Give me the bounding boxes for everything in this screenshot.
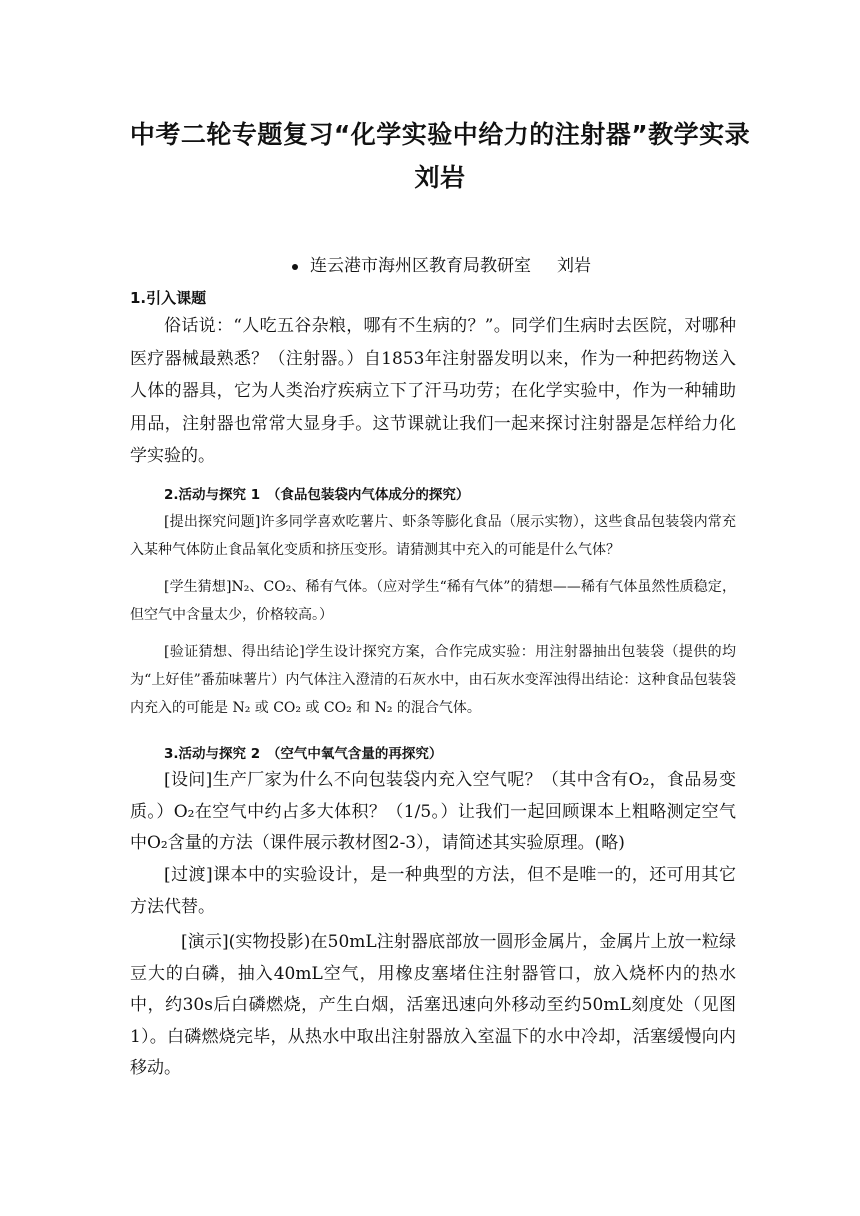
activity2-transition-paragraph: [过渡]课本中的实验设计，是一种典型的方法，但不是唯一的，还可用其它方法代替。 <box>130 865 736 917</box>
activity1-question-paragraph: [提出探究问题]许多同学喜欢吃薯片、虾条等膨化食品（展示实物），这些食品包装袋内常充入某种气体防止食品氧化变质和挤压变形。请猜测其中充入的可能是什么气体？ <box>130 514 736 558</box>
bullet-icon <box>292 264 298 270</box>
document-title: 中考二轮专题复习“化学实验中给力的注射器”教学实录 <box>129 120 751 149</box>
intro-paragraph: 俗话说：“人吃五谷杂粮，哪有不生病的？”。同学们生病时去医院，对哪种医疗器械最熟悉？（注射器。）自1853年注射器发明以来，作为一种把药物送入人体的器具，它为人类治疗疾病立下了汗马功劳；在化学实验中，作为一种辅助用品，注射器也常常大显身手。这节课就让我们一起来探讨注射器是怎样给力化学实验的。 <box>130 316 736 466</box>
activity2-demo-paragraph: [演示](实物投影)在50mL注射器底部放一圆形金属片，金属片上放一粒绿豆大的白磷，抽入40mL空气，用橡皮塞堵住注射器管口，放入烧杯内的热水中，约30s后白磷燃烧，产生白烟，活塞迅速向外移动至约50mL刻度处（见图1）。白磷燃烧完毕，从热水中取出注射器放入室温下的水中冷却，活塞缓慢向内移动。 <box>130 932 736 1078</box>
author-byline <box>292 251 591 276</box>
activity2-question-paragraph: [设问]生产厂家为什么不向包装袋内充入空气呢？（其中含有O₂，食品易变质。）O₂在空气中约占多大体积？（1/5。）让我们一起回顾课本上粗略测定空气中O₂含量的方法（课件展示教材图2-3），请简述其实验原理。(略) <box>130 770 736 853</box>
activity1-heading: 2.活动与探究 1 （食品包装袋内气体成分的探究） <box>164 487 470 503</box>
byline-organization: 连云港市海州区教育局教研室 <box>310 256 531 276</box>
byline-author: 刘岩 <box>557 256 591 276</box>
section-heading-intro: 1.引入课题 <box>130 289 207 307</box>
activity2-heading: 3.活动与探究 2 （空气中氧气含量的再探究） <box>164 746 443 762</box>
document-title-author: 刘岩 <box>414 163 466 192</box>
activity1-conclusion-paragraph: [验证猜想、得出结论]学生设计探究方案，合作完成实验：用注射器抽出包装袋（提供的均为“上好佳”番茄味薯片）内气体注入澄清的石灰水中，由石灰水变浑浊得出结论：这种食品包装袋内充入的可能是 N₂ 或 CO₂ 或 CO₂ 和 N₂ 的混合气体。 <box>130 644 736 716</box>
activity1-hypothesis-paragraph: [学生猜想]N₂、CO₂、稀有气体。（应对学生“稀有气体”的猜想——稀有气体虽然性质稳定，但空气中含量太少，价格较高。） <box>130 579 736 623</box>
